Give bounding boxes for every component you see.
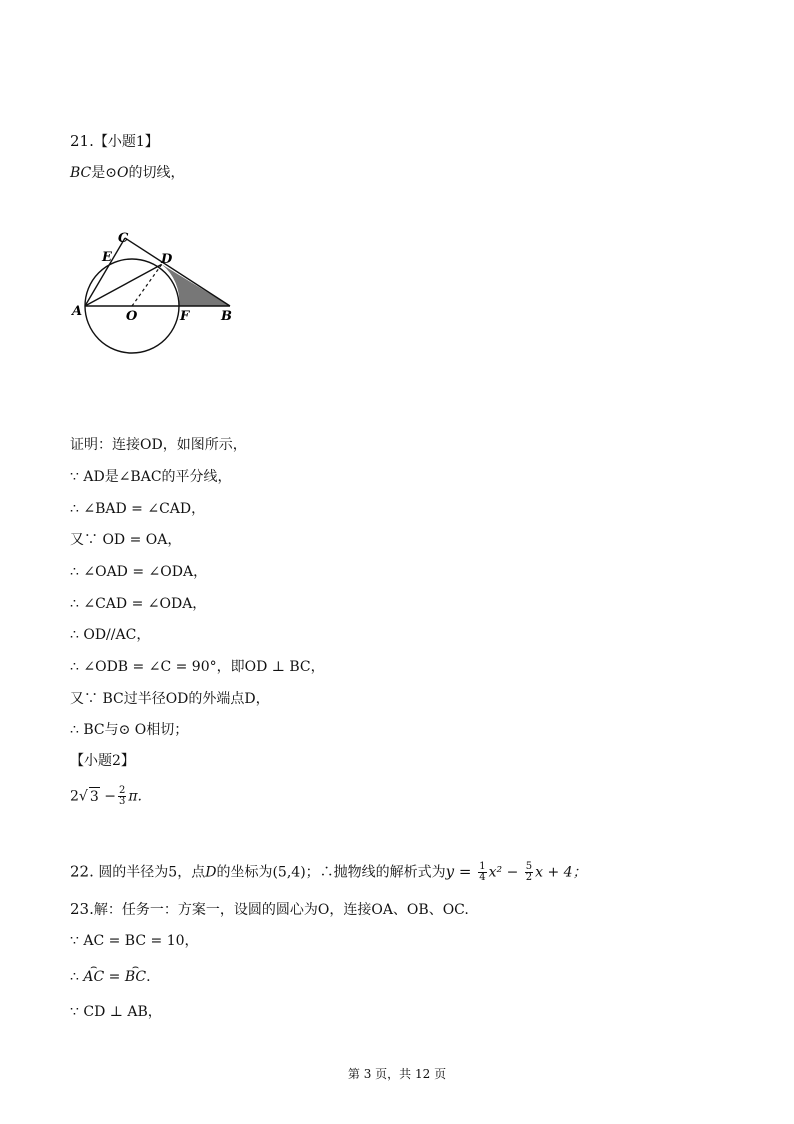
q22-fraction-2 xyxy=(525,862,533,883)
q23-therefore: ∴ xyxy=(70,969,84,985)
arc-ac: ⌢ AC xyxy=(83,968,104,986)
q22-fraction-1 xyxy=(478,862,486,883)
q21-subtitle-2: 【小题2】 xyxy=(70,753,135,769)
proof-line: ∴ ∠OAD = ∠ODA， xyxy=(70,564,208,580)
answer-fraction xyxy=(118,786,126,807)
proof-line: 又∵ OD = OA， xyxy=(70,532,182,548)
q22-point: D xyxy=(205,864,217,881)
q23-period: . xyxy=(146,969,151,985)
q21-statement-math2: O xyxy=(117,165,129,181)
fraction-denominator: 3 xyxy=(118,796,126,807)
q23-line-4: ∵ CD ⊥ AB， xyxy=(70,1004,162,1020)
q23-line-3 xyxy=(70,968,151,986)
q22-text-b: 的坐标为(5,4)；∴抛物线的解析式为 xyxy=(216,864,446,881)
q21-statement-tail: 的切线， xyxy=(128,165,185,181)
label-f: F xyxy=(180,309,190,324)
q22-y: y = xyxy=(445,862,477,881)
answer-pi: π. xyxy=(128,788,142,805)
fraction-denominator: 4 xyxy=(479,872,486,883)
q23-text-1: 解：任务一：方案一，设圆的圆心为O，连接OA、OB、OC. xyxy=(93,902,469,918)
q23-line-2: ∵ AC = BC = 10， xyxy=(70,933,199,949)
q22-x2: x² − xyxy=(488,864,523,881)
proof-line: ∵ AD是∠BAC的平分线， xyxy=(70,469,232,485)
q21-statement-text: 是⊙ xyxy=(91,165,117,181)
q23-equals: = xyxy=(104,969,125,985)
fraction-denominator: 2 xyxy=(525,872,533,883)
label-e: E xyxy=(102,250,112,265)
arc-bc: ⌢ BC xyxy=(125,968,146,986)
proof-line: ∴ BC与⊙ O相切； xyxy=(70,722,189,738)
fraction-numerator: 5 xyxy=(525,861,533,872)
fraction-numerator: 2 xyxy=(118,785,126,796)
proof-line: 又∵ BC过半径OD的外端点D， xyxy=(70,691,270,707)
q21-geometry-figure xyxy=(60,220,260,370)
label-c: C xyxy=(118,231,129,246)
label-d: D xyxy=(161,252,173,267)
segment-od-dashed xyxy=(132,264,162,306)
answer-minus: − xyxy=(104,788,116,805)
proof-line: ∴ ∠BAD = ∠CAD， xyxy=(70,501,206,517)
q21-statement-math: BC xyxy=(70,165,92,181)
q21-header xyxy=(70,132,159,151)
proof-line: ∴ ∠CAD = ∠ODA， xyxy=(70,596,207,612)
page-footer: 第 3 页，共 12 页 xyxy=(347,1067,447,1081)
q21-statement xyxy=(70,164,184,182)
q22-text-a: 圆的半径为5，点 xyxy=(98,864,206,881)
q22-answer xyxy=(70,862,587,883)
label-b: B xyxy=(221,309,232,324)
q21-answer-2: 2√ 3 − $\frac{2}{3}$ π. xyxy=(70,785,142,807)
proof-line: ∴ ∠ODB = ∠C = 90°，即OD ⊥ BC， xyxy=(70,659,325,675)
answer-radicand: 3 xyxy=(89,788,99,805)
answer-coef: 2 xyxy=(70,788,79,805)
q21-number: 21. xyxy=(70,132,94,150)
q23-number: 23. xyxy=(70,900,94,918)
q22-tail: x + 4； xyxy=(535,864,587,881)
label-o: O xyxy=(126,309,138,324)
fraction-numerator: 1 xyxy=(479,861,486,872)
q23-line-1 xyxy=(70,900,469,919)
proof-line: 证明：连接OD，如图所示， xyxy=(70,437,247,453)
proof-line: ∴ OD//AC， xyxy=(70,627,151,643)
q22-number: 22. xyxy=(70,862,94,881)
label-a: A xyxy=(72,304,83,319)
q21-subtitle-1: 【小题1】 xyxy=(93,134,159,150)
